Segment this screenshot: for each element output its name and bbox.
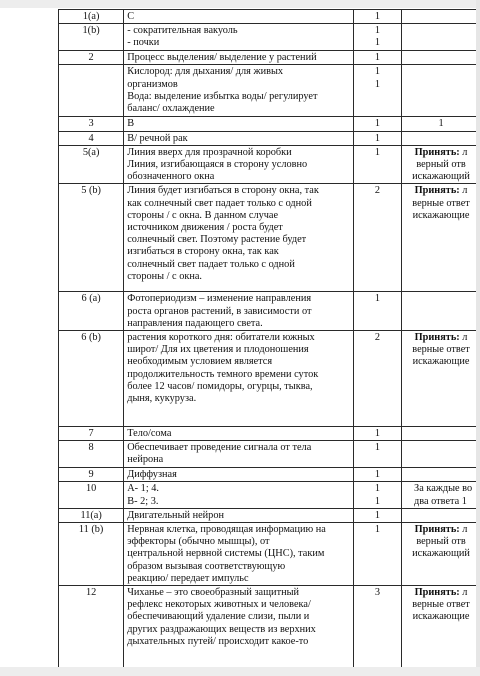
text-line: Процесс выделения/ выделение у растений — [127, 52, 317, 64]
table-row — [59, 482, 480, 508]
text-line: Фотопериодизм – изменение направления — [127, 293, 312, 305]
answer-cell — [124, 292, 354, 331]
question-number-cell: 2 — [59, 51, 124, 65]
text-line: 1 — [374, 37, 380, 49]
answer-cell — [124, 65, 354, 117]
note-line: верный отв — [416, 159, 466, 171]
text-line: продолжительность темного времени суток — [127, 368, 319, 380]
points-cell — [353, 441, 401, 468]
answer-cell — [124, 24, 354, 51]
notes-cell — [402, 10, 480, 24]
question-number-cell — [59, 65, 124, 117]
answer-cell — [124, 184, 354, 292]
note-line: искажающие — [412, 209, 470, 221]
text-line: В/ речной рак — [127, 132, 188, 144]
question-number-cell: 7 — [59, 427, 124, 441]
question-number-cell: 4 — [59, 131, 124, 145]
notes-cell — [402, 184, 480, 292]
table-row — [59, 131, 480, 145]
text-line: Кислород: для дыхания/ для живых — [127, 66, 284, 78]
answer-key-body — [59, 10, 480, 669]
question-number-cell: 11(a) — [59, 508, 124, 522]
note-line: верные ответ — [412, 197, 470, 209]
text-line: Чиханье – это своеобразный защитный — [127, 587, 300, 599]
accept-note-line: Принять: л — [414, 524, 468, 536]
note-line: два ответа 1 — [414, 495, 467, 507]
points-cell — [353, 427, 401, 441]
text-line: 1 — [374, 293, 380, 305]
text-line: реакцию/ передает импульс — [127, 572, 249, 584]
note-line: искажающие — [412, 356, 470, 368]
answer-cell — [124, 523, 354, 586]
question-number-cell: 12 — [59, 586, 124, 669]
points-cell — [353, 10, 401, 24]
text-line: изгибаться в сторону окна, так как — [127, 246, 279, 258]
accept-note-line: Принять: л — [414, 146, 468, 158]
text-line: нейрона — [127, 454, 164, 466]
note-line: верные ответ — [412, 344, 470, 356]
accept-note-line: Принять: л — [414, 185, 468, 197]
text-line: Линия будет изгибаться в сторону окна, так — [127, 185, 319, 197]
text-line: стороны / с окна. — [127, 270, 203, 282]
page-bottom-edge — [0, 667, 480, 676]
text-line: организмов — [127, 78, 178, 90]
question-number-cell: 1(b) — [59, 24, 124, 51]
points-cell — [353, 184, 401, 292]
points-cell — [353, 65, 401, 117]
text-line: 1 — [374, 495, 380, 507]
question-number-cell: 11 (b) — [59, 523, 124, 586]
table-row — [59, 117, 480, 131]
text-line: В- 2; 3. — [127, 495, 159, 507]
points-cell — [353, 131, 401, 145]
text-line: эффекторы (обычно мышцы), от — [127, 536, 270, 548]
question-number-cell: 6 (a) — [59, 292, 124, 331]
table-row — [59, 586, 480, 669]
notes-cell — [402, 331, 480, 427]
text-line: Линия вверх для прозрачной коробки — [127, 146, 292, 158]
notes-cell — [402, 131, 480, 145]
question-number-cell: 5(a) — [59, 145, 124, 184]
text-line: обозначенного окна — [127, 171, 215, 183]
table-row — [59, 468, 480, 482]
text-line: роста органов растений, в зависимости от — [127, 305, 312, 317]
text-line: направления падающего света. — [127, 317, 263, 329]
answer-cell — [124, 10, 354, 24]
notes-cell — [402, 292, 480, 331]
note-line: искажающий — [412, 171, 470, 183]
table-row — [59, 508, 480, 522]
text-line: солнечный свет падает только с одной — [127, 258, 295, 270]
answer-cell — [124, 117, 354, 131]
text-line: стороны / с окна. В данном случае — [127, 209, 279, 221]
accept-note-line: Принять: л — [414, 332, 468, 344]
note-line: верные ответ — [412, 599, 470, 611]
question-number-cell: 6 (b) — [59, 331, 124, 427]
accept-label: Принять: — [414, 587, 460, 599]
points-cell — [353, 145, 401, 184]
answer-cell — [124, 427, 354, 441]
table-row — [59, 523, 480, 586]
points-cell — [353, 51, 401, 65]
table-row — [59, 441, 480, 468]
table-row — [59, 427, 480, 441]
accept-label: Принять: — [414, 332, 460, 344]
text-line: 1 — [374, 509, 380, 521]
text-line: B — [127, 118, 135, 130]
notes-cell — [402, 24, 480, 51]
note-line: За каждые во — [414, 483, 473, 495]
notes-cell — [402, 482, 480, 508]
text-line: 1 — [374, 524, 380, 536]
table-row — [59, 24, 480, 51]
table-row — [59, 292, 480, 331]
text-line: 3 — [374, 587, 380, 599]
points-cell — [353, 586, 401, 669]
text-line: 1 — [374, 78, 380, 90]
note-line: 1 — [438, 118, 444, 130]
table-row — [59, 145, 480, 184]
answer-cell — [124, 468, 354, 482]
answer-cell — [124, 331, 354, 427]
text-line: 1 — [374, 442, 380, 454]
text-line: - сократительная вакуоль — [127, 25, 238, 37]
question-number-cell: 3 — [59, 117, 124, 131]
accept-note-line: Принять: л — [414, 587, 468, 599]
question-number-cell: 8 — [59, 441, 124, 468]
points-cell — [353, 331, 401, 427]
table-row — [59, 184, 480, 292]
text-line: Вода: выделение избытка воды/ регулирует — [127, 90, 318, 102]
text-line: Обеспечивает проведение сигнала от тела — [127, 442, 312, 454]
points-cell — [353, 24, 401, 51]
answer-cell — [124, 145, 354, 184]
text-line: 2 — [374, 185, 380, 197]
table-row — [59, 331, 480, 427]
notes-cell — [402, 508, 480, 522]
text-line: 1 — [374, 428, 380, 440]
text-line: более 12 часов/ помидоры, огурцы, тыква, — [127, 380, 313, 392]
notes-cell — [402, 586, 480, 669]
text-line: 1 — [374, 66, 380, 78]
text-line: 1 — [374, 469, 380, 481]
text-line: Нервная клетка, проводящая информацию на — [127, 524, 326, 536]
text-line: центральной нервной системы (ЦНС), таким — [127, 548, 325, 560]
accept-label: Принять: — [414, 146, 460, 158]
note-line: искажающие — [412, 611, 470, 623]
text-line: как солнечный свет падает только с одной — [127, 197, 312, 209]
text-line: - почки — [127, 37, 160, 49]
text-line: рефлекс некоторых животных и человека/ — [127, 599, 311, 611]
answer-key-table — [58, 9, 480, 669]
question-number-cell: 9 — [59, 468, 124, 482]
question-number-cell: 5 (b) — [59, 184, 124, 292]
text-line: Двигательный нейрон — [127, 509, 224, 521]
text-line: образом вызывая соответствующую — [127, 560, 286, 572]
text-line: 2 — [374, 332, 380, 344]
note-line: верный отв — [416, 536, 466, 548]
points-cell — [353, 468, 401, 482]
note-line: искажающий — [412, 548, 470, 560]
points-cell — [353, 482, 401, 508]
text-line: 1 — [374, 52, 380, 64]
notes-cell — [402, 441, 480, 468]
text-line: 1 — [374, 146, 380, 158]
answer-cell — [124, 51, 354, 65]
notes-cell — [402, 117, 480, 131]
answer-cell — [124, 482, 354, 508]
notes-cell — [402, 427, 480, 441]
text-line: баланс/ охлаждение — [127, 103, 215, 115]
text-line: необходимым условием является — [127, 356, 273, 368]
accept-label: Принять: — [414, 185, 460, 197]
text-line: 1 — [374, 118, 380, 130]
question-number-cell: 10 — [59, 482, 124, 508]
text-line: А- 1; 4. — [127, 483, 159, 495]
notes-cell — [402, 51, 480, 65]
text-line: обеспечивающий удаление слизи, пыли и — [127, 611, 310, 623]
table-row — [59, 10, 480, 24]
table-row — [59, 65, 480, 117]
text-line: 1 — [374, 25, 380, 37]
text-line: Тело/сома — [127, 428, 172, 440]
points-cell — [353, 508, 401, 522]
text-line: 1 — [374, 132, 380, 144]
page-right-edge — [476, 0, 480, 676]
points-cell — [353, 523, 401, 586]
points-cell — [353, 292, 401, 331]
notes-cell — [402, 468, 480, 482]
text-line: C — [127, 11, 135, 22]
answer-cell — [124, 586, 354, 669]
points-cell — [353, 117, 401, 131]
text-line: других раздражающих веществ из верхних — [127, 623, 316, 635]
text-line: солнечный свет. Поэтому растение будет — [127, 234, 307, 246]
answer-cell — [124, 131, 354, 145]
text-line: дыхательных путей/ происходит какое-то — [127, 635, 309, 647]
notes-cell — [402, 65, 480, 117]
text-line: Линия, изгибающаяся в сторону условно — [127, 159, 308, 171]
notes-cell — [402, 523, 480, 586]
question-number-cell: 1(a) — [59, 10, 124, 24]
text-line: Диффузная — [127, 469, 177, 481]
text-line: широт/ Для их цветения и плодоношения — [127, 344, 309, 356]
text-line: растения короткого дня: обитатели южных — [127, 332, 315, 344]
page-top-edge — [0, 0, 480, 8]
answer-cell — [124, 508, 354, 522]
text-line: источником движения / роста будет — [127, 222, 283, 234]
notes-cell — [402, 145, 480, 184]
answer-cell — [124, 441, 354, 468]
text-line: 1 — [374, 11, 380, 22]
text-line: дыня, кукуруза. — [127, 393, 197, 405]
accept-label: Принять: — [414, 524, 460, 536]
table-row — [59, 51, 480, 65]
text-line: 1 — [374, 483, 380, 495]
